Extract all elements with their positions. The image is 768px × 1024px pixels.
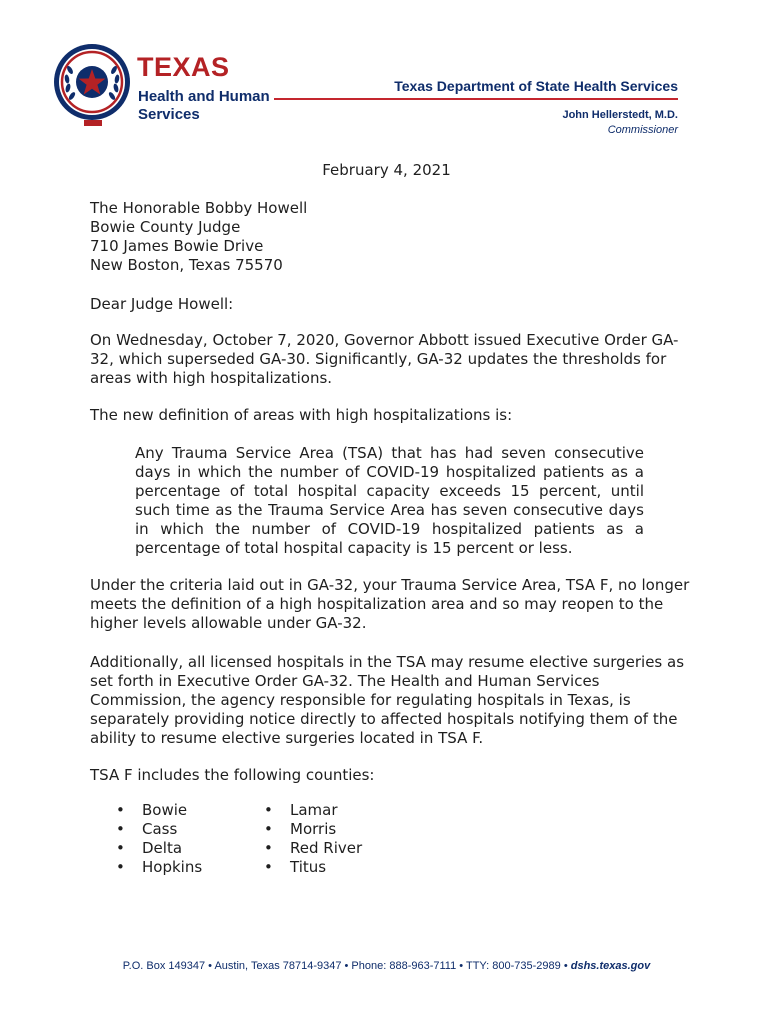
definition-quote: Any Trauma Service Area (TSA) that has had seven consecutive days in which the number of COVID-19 hospitalized patients as a percentage of total hospital capacity exceeds 15 percent, until such time as the Trauma Service Area has seven consecutive days in which the number of COVID-19 hospitalized patients as a percentage of total hospital capacity is 15 percent or less. [135, 444, 644, 557]
county-name: Delta [142, 839, 183, 857]
county-item [116, 839, 202, 858]
county-name: Bowie [142, 801, 188, 819]
letter-date: February 4, 2021 [322, 161, 451, 179]
salutation: Dear Judge Howell: [90, 295, 234, 313]
recipient-line: 710 James Bowie Drive [90, 237, 264, 255]
recipient-line: Bowie County Judge [90, 218, 241, 236]
paragraph-executive-order: On Wednesday, October 7, 2020, Governor Abbott issued Executive Order GA-32, which superseded GA-30. Significantly, GA-32 updates the thresholds for areas with high hospitalizations. [90, 331, 679, 387]
bullet: • [116, 858, 125, 876]
commissioner-title: Commissioner [607, 124, 678, 136]
county-item [264, 820, 362, 839]
recipient-address [90, 199, 690, 275]
recipient-line: New Boston, Texas 75570 [90, 256, 283, 274]
agency-name: Texas Department of State Health Services [394, 78, 678, 94]
county-item [264, 858, 362, 877]
county-item [116, 858, 202, 877]
brand-services: Services [138, 106, 200, 123]
counties-list-right [264, 801, 362, 877]
brand-health-human: Health and Human [138, 88, 270, 105]
recipient-line: The Honorable Bobby Howell [90, 199, 308, 217]
bullet: • [264, 858, 273, 876]
county-item [264, 839, 362, 858]
commissioner-name: John Hellerstedt, M.D. [562, 109, 678, 121]
footer-address: P.O. Box 149347 • Austin, Texas 78714-9347 • Phone: 888-963-7111 • TTY: 800-735-2989 • [122, 960, 568, 972]
bullet: • [264, 839, 273, 857]
paragraph-elective-surgeries: Additionally, all licensed hospitals in the TSA may resume elective surgeries as set forth in Executive Order GA-32. The Health and Human Services Commission, the agency responsible for regulating hospitals in Texas, is separately providing notice directly to affected hospitals notifying them of the ability to resume elective surgeries located in TSA F. [90, 653, 685, 747]
county-item [116, 801, 202, 820]
header-divider [274, 98, 678, 100]
footer-website-link[interactable]: dshs.texas.gov [570, 960, 651, 972]
paragraph-counties-intro: TSA F includes the following counties: [90, 766, 375, 784]
county-name: Red River [290, 839, 363, 857]
paragraph-criteria: Under the criteria laid out in GA-32, your Trauma Service Area, TSA F, no longer meets the definition of a high hospitalization area and so may reopen to the higher levels allowable under GA-32. [90, 576, 690, 632]
bullet: • [116, 801, 125, 819]
county-name: Cass [142, 820, 178, 838]
brand-texas: TEXAS [137, 52, 230, 82]
county-item [264, 801, 362, 820]
county-name: Morris [290, 820, 337, 838]
counties-list-left [116, 801, 202, 877]
county-name: Lamar [290, 801, 338, 819]
county-item [116, 820, 202, 839]
county-name: Hopkins [142, 858, 203, 876]
bullet: • [264, 801, 273, 819]
texas-star-seal-icon [52, 42, 134, 130]
footer-contact [0, 960, 768, 972]
paragraph-definition-intro: The new definition of areas with high hospitalizations is: [90, 406, 513, 424]
county-name: Titus [290, 858, 327, 876]
bullet: • [116, 820, 125, 838]
bullet: • [264, 820, 273, 838]
bullet: • [116, 839, 125, 857]
